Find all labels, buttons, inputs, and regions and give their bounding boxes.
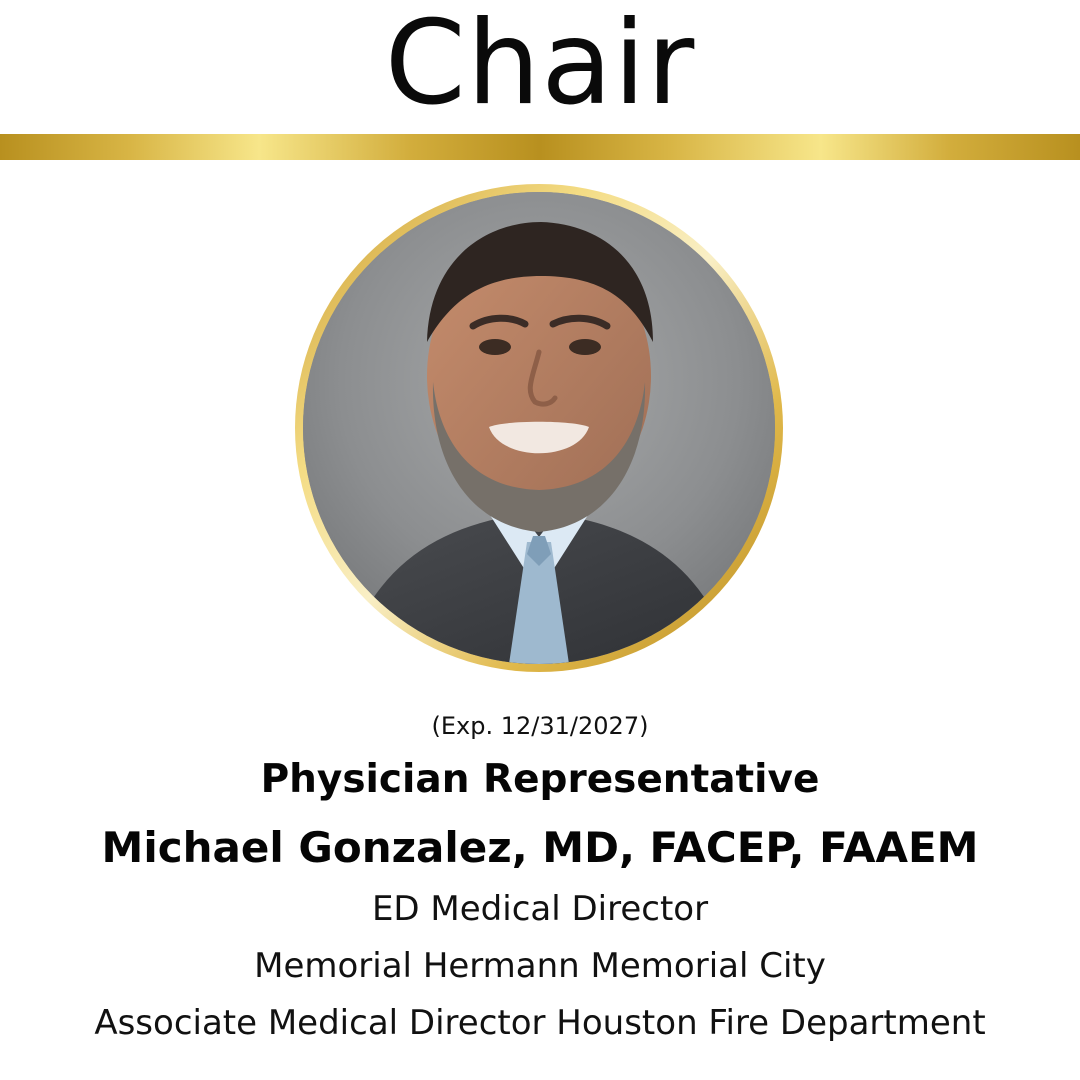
person-name: Michael Gonzalez, MD, FACEP, FAAEM — [101, 823, 979, 872]
role-title: Physician Representative — [260, 757, 820, 802]
portrait-frame — [295, 184, 783, 672]
position-line-1: ED Medical Director — [371, 889, 709, 929]
person-portrait-icon — [303, 192, 775, 664]
expiration-date: (Exp. 12/31/2027) — [431, 712, 649, 740]
position-line-3: Associate Medical Director Houston Fire Department — [94, 1003, 986, 1043]
position-line-2: Memorial Hermann Memorial City — [254, 946, 826, 986]
gold-divider-bar — [0, 134, 1080, 160]
page-title: Chair — [384, 0, 696, 131]
